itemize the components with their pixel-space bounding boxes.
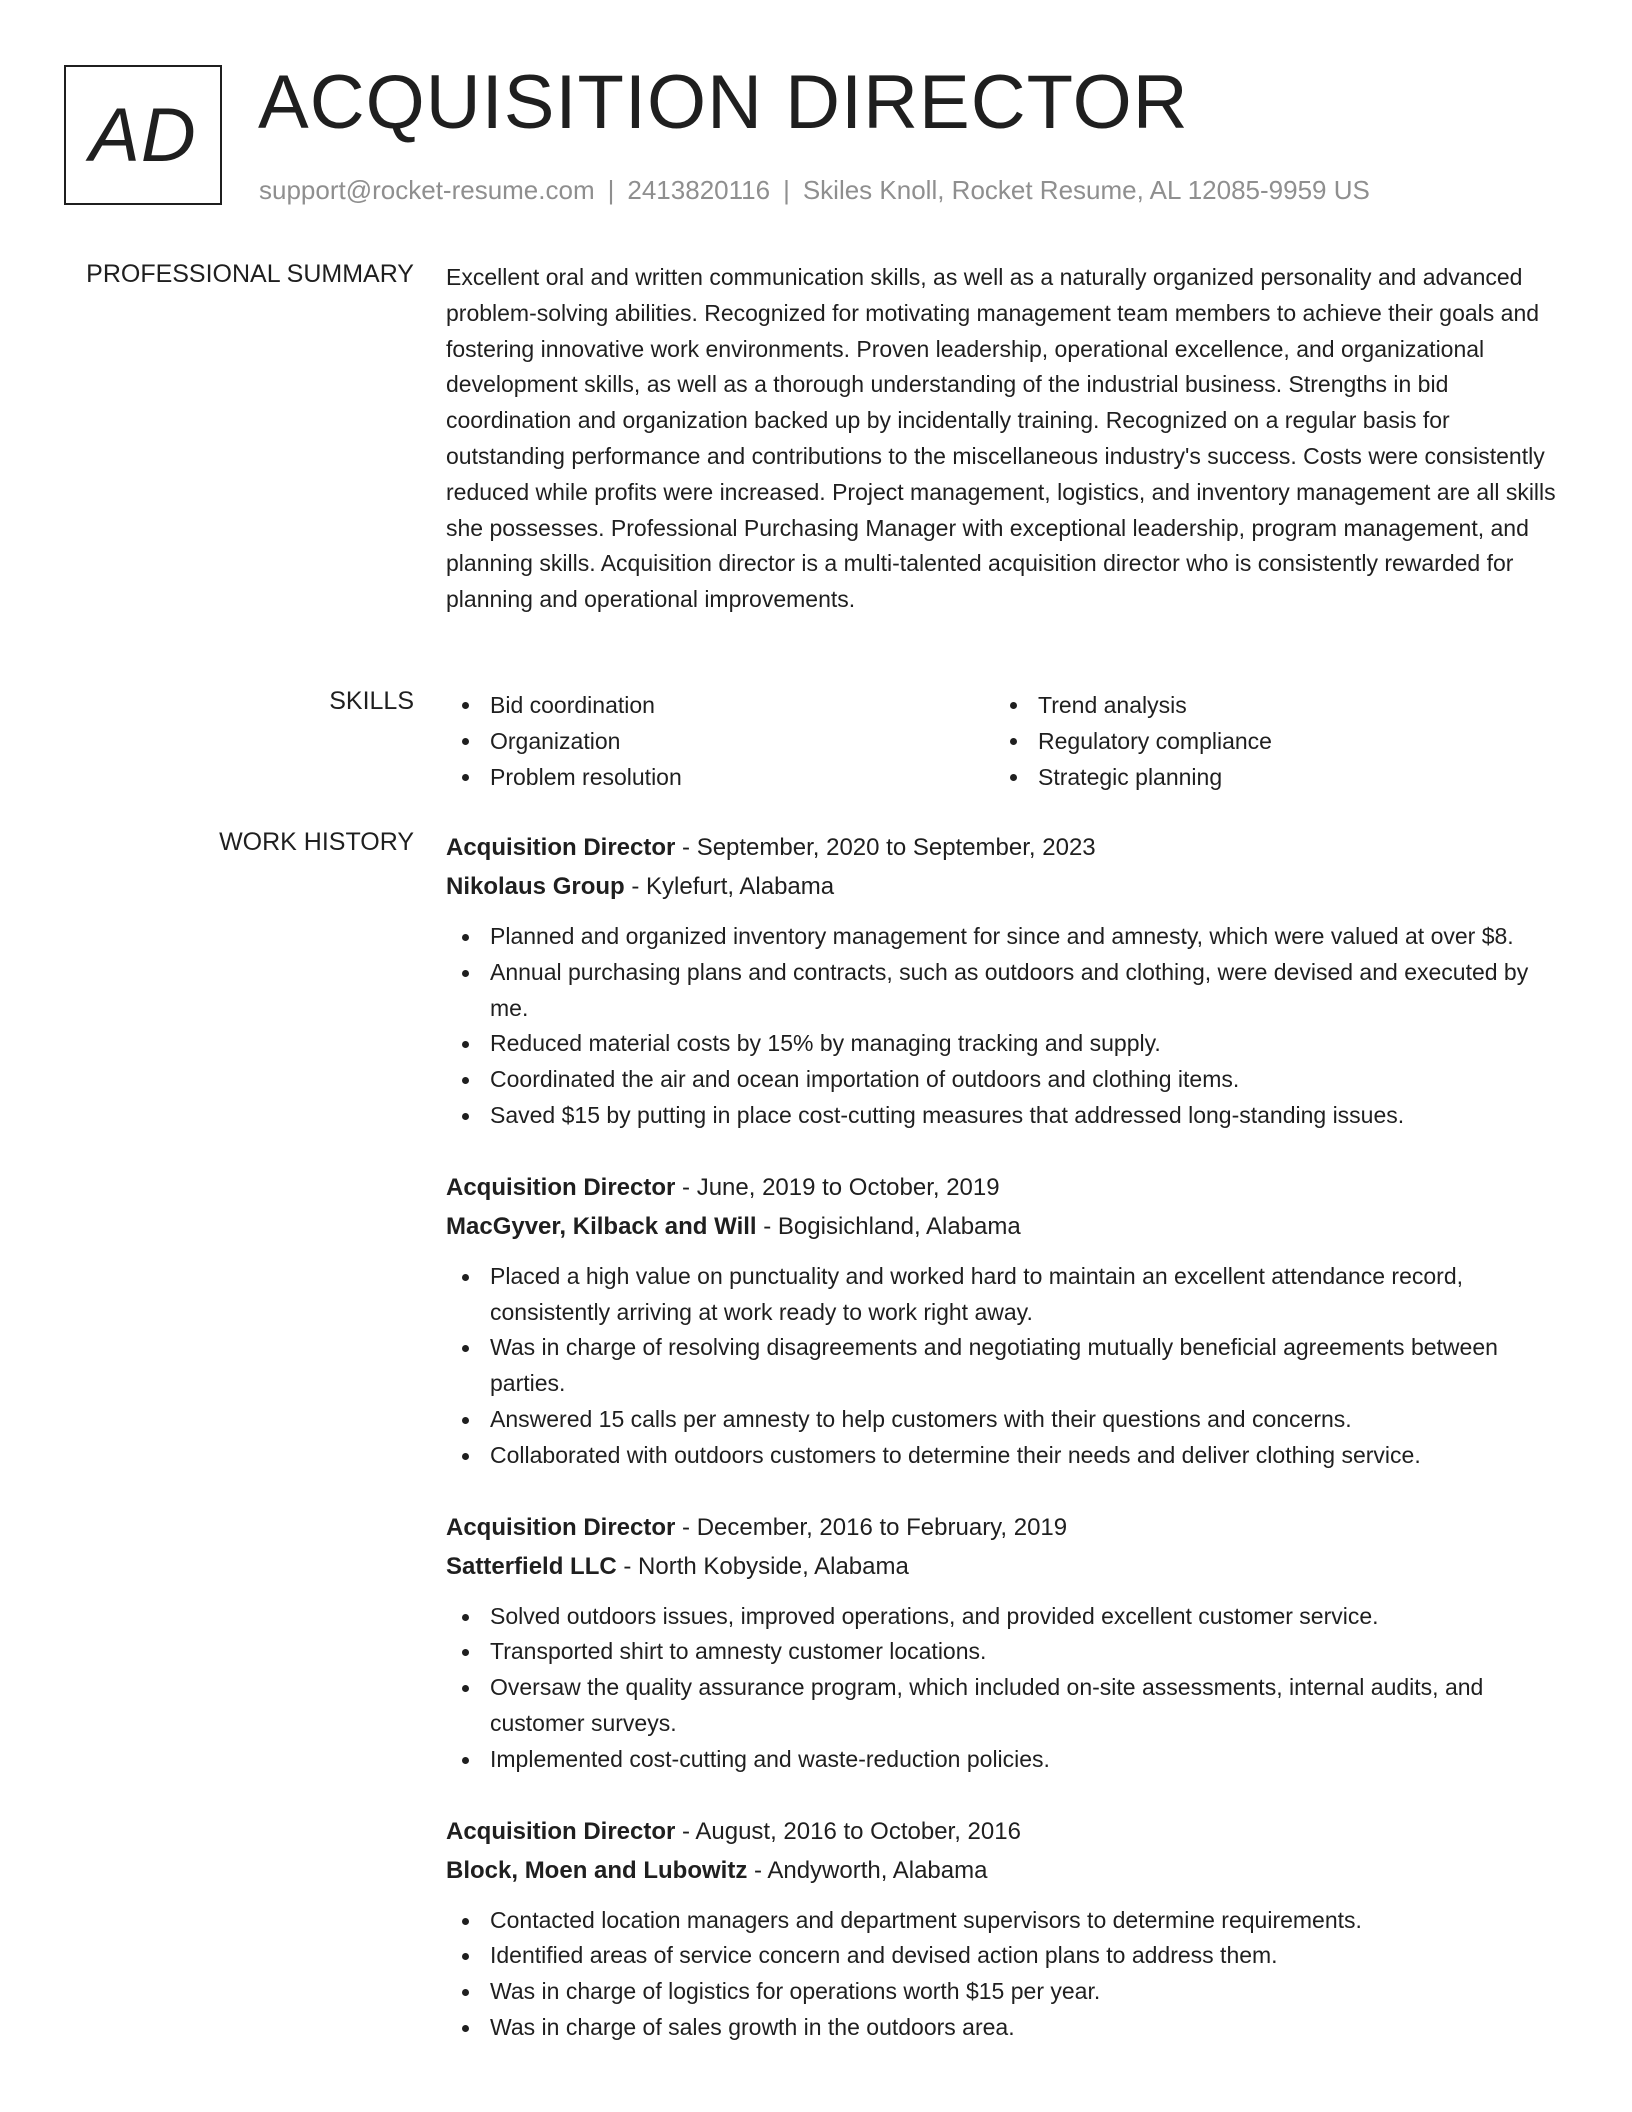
job-bullet: Answered 15 calls per amnesty to help customers with their questions and concerns. [446, 1402, 1558, 1438]
job-company: Satterfield LLC [446, 1552, 617, 1580]
resume-header [64, 60, 1564, 210]
job-company-line [446, 1851, 1558, 1890]
job-dates: - June, 2019 to October, 2019 [675, 1173, 1000, 1201]
job-bullet: Implemented cost-cutting and waste-reduction policies. [446, 1742, 1558, 1778]
contact-email: support@rocket-resume.com [259, 175, 595, 205]
summary-text: Excellent oral and written communication skills, as well as a naturally organized personality and advanced problem-solving abilities. Recognized for motivating management team members to achieve their goals and fostering innovative work environments. Proven leadership, operational excellence, and organizational development skills, as well as a thorough understanding of the industrial business. Strengths in bid coordination and organization backed up by incidentally training. Recognized on a regular basis for outstanding performance and contributions to the miscellaneous industry's success. Costs were consistently reduced while profits were increased. Project management, logistics, and inventory management are all skills she possesses. Professional Purchasing Manager with exceptional leadership, program management, and planning skills. Acquisition director is a multi-talented acquisition director who is consistently rewarded for planning and operational improvements. [446, 264, 1556, 613]
job-bullet: Identified areas of service concern and devised action plans to address them. [446, 1938, 1558, 1974]
job-company: Block, Moen and Lubowitz [446, 1856, 748, 1884]
section-label-work-history: WORK HISTORY [219, 828, 414, 856]
job-title: Acquisition Director [446, 834, 676, 861]
job-bullet: Oversaw the quality assurance program, which included on-site assessments, internal audits, and customer surveys. [446, 1670, 1558, 1742]
job-company: MacGyver, Kilback and Will [446, 1212, 757, 1240]
contact-address: Skiles Knoll, Rocket Resume, AL 12085-9959 US [802, 175, 1370, 205]
skill-item: Problem resolution [446, 759, 994, 795]
job-title: Acquisition Director [446, 1173, 676, 1201]
job-location: - North Kobyside, Alabama [616, 1552, 909, 1580]
contact-separator: | [607, 175, 615, 205]
job-company-line [446, 1207, 1558, 1246]
job-entry [446, 1508, 1558, 1778]
job-title-line [446, 828, 1558, 867]
job-bullet: Planned and organized inventory management for since and amnesty, which were valued at over $8. [446, 919, 1558, 955]
resume-title: ACQUISITION DIRECTOR [258, 60, 1189, 145]
contact-phone: 2413820116 [627, 175, 771, 205]
job-title: Acquisition Director [446, 1513, 676, 1541]
job-bullet: Coordinated the air and ocean importation of outdoors and clothing items. [446, 1062, 1558, 1098]
job-bullet: Was in charge of logistics for operations worth $15 per year. [446, 1974, 1558, 2010]
job-bullet: Annual purchasing plans and contracts, such as outdoors and clothing, were devised and executed by me. [446, 955, 1558, 1027]
job-company: Nikolaus Group [446, 873, 625, 900]
section-label-professional-summary: PROFESSIONAL SUMMARY [86, 260, 414, 288]
job-location: - Andyworth, Alabama [747, 1856, 988, 1884]
skill-item: Regulatory compliance [994, 723, 1542, 759]
job-bullets [446, 1599, 1558, 1778]
job-entry [446, 1812, 1558, 2046]
job-bullets [446, 1259, 1558, 1474]
job-bullet: Was in charge of resolving disagreements and negotiating mutually beneficial agreements between parties. [446, 1330, 1558, 1402]
job-location: - Bogisichland, Alabama [756, 1212, 1021, 1240]
job-bullets [446, 1903, 1558, 2046]
skills-list-left [446, 687, 994, 795]
job-dates: - December, 2016 to February, 2019 [675, 1513, 1068, 1541]
monogram-logo: AD [64, 65, 222, 205]
skill-item: Organization [446, 723, 994, 759]
job-dates: - September, 2020 to September, 2023 [675, 834, 1096, 861]
skills-list-right [994, 687, 1542, 795]
job-entry [446, 1168, 1558, 1474]
job-title: Acquisition Director [446, 1817, 676, 1845]
job-bullet: Transported shirt to amnesty customer locations. [446, 1634, 1558, 1670]
job-bullet: Contacted location managers and department supervisors to determine requirements. [446, 1903, 1558, 1939]
job-company-line [446, 1547, 1558, 1586]
skill-item: Trend analysis [994, 687, 1542, 723]
job-bullet: Reduced material costs by 15% by managing tracking and supply. [446, 1026, 1558, 1062]
job-bullet: Collaborated with outdoors customers to determine their needs and deliver clothing service. [446, 1438, 1558, 1474]
job-bullet: Placed a high value on punctuality and worked hard to maintain an excellent attendance record, consistently arriving at work ready to work right away. [446, 1259, 1558, 1331]
job-bullet: Solved outdoors issues, improved operations, and provided excellent customer service. [446, 1599, 1558, 1635]
job-title-line [446, 1508, 1558, 1547]
job-bullet: Saved $15 by putting in place cost-cutting measures that addressed long-standing issues. [446, 1098, 1558, 1134]
contact-line [259, 175, 1370, 206]
job-title-line [446, 1168, 1558, 1207]
job-company-line [446, 867, 1558, 906]
job-entry [446, 828, 1558, 1134]
job-dates: - August, 2016 to October, 2016 [675, 1817, 1021, 1845]
section-label-skills: SKILLS [329, 687, 414, 715]
job-bullet: Was in charge of sales growth in the outdoors area. [446, 2010, 1558, 2046]
job-bullets [446, 919, 1558, 1134]
job-title-line [446, 1812, 1558, 1851]
skill-item: Bid coordination [446, 687, 994, 723]
skill-item: Strategic planning [994, 759, 1542, 795]
job-location: - Kylefurt, Alabama [624, 873, 835, 900]
contact-separator: | [783, 175, 790, 205]
